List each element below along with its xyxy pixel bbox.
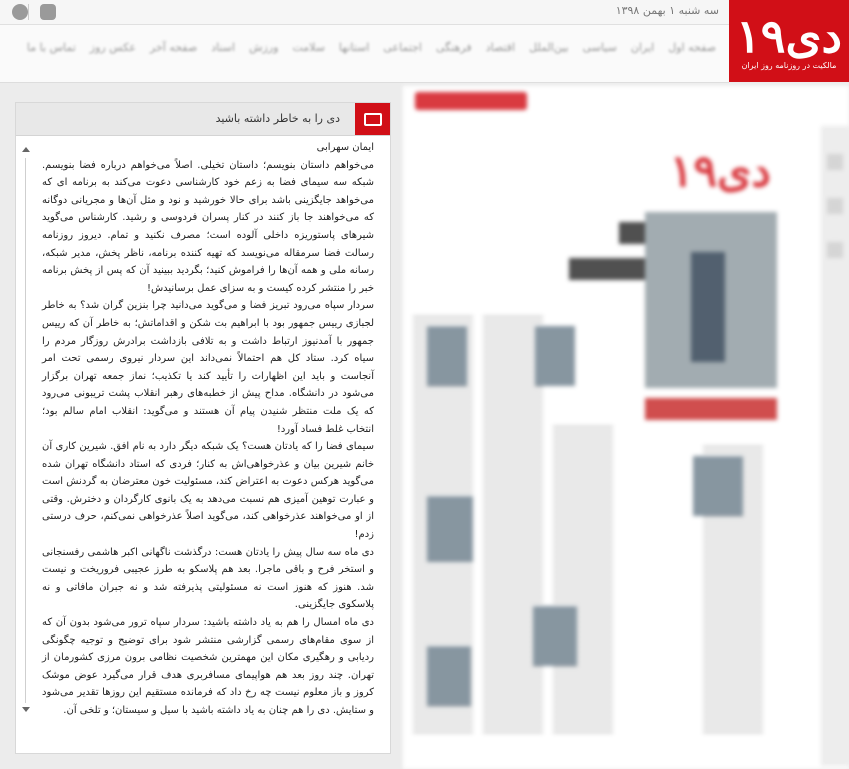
panel-header — [16, 103, 390, 136]
current-date: سه شنبه ۱ بهمن ۱۳۹۸ — [615, 4, 719, 17]
main-nav — [0, 25, 729, 83]
nav-item[interactable]: صفحه آخر — [149, 41, 198, 54]
article-panel — [15, 102, 391, 754]
scroll-up-arrow-icon[interactable] — [22, 147, 30, 152]
newspaper-icon — [355, 103, 390, 135]
nav-item[interactable]: ورزش — [249, 41, 279, 54]
logo-wordmark: ۱۹دی — [736, 8, 842, 63]
logo-tagline: مالکیت در روزنامه روز ایران — [741, 60, 837, 70]
article-paragraph: می‌خواهم داستان بنویسم؛ داستان تخیلی. اصلاً می‌خواهم درباره فضا بنویسم. شبکه سه سیمای فضا به زعم خود کارشناسی دعوت می‌کند به برنامه ای که می‌خواهد جایگزینی باشد برای حالا خورشید و نود و مثل آن‌ها و مجریانی دوگانه که می‌خواهند جا باز کنند در کنار پسران فردوسی و رشید. کارشناس می‌گوید شیرهای پاستوریزه داخلی آلوده است؛ مصرف نکنید و تمام. دیروز روزنامه رسالت فضا سرمقاله می‌نویسد که تهیه کننده برنامه، ناظر پخش، مدیر شبکه، رسانه ملی و همه آن‌ها را فراموش کنید؛ بگردید ببینید آن که پس از پخش برنامه خبر را منتشر کرده کیست و به سزای عمل برسانیدش! — [42, 159, 374, 294]
nav-item[interactable]: صفحه اول — [668, 41, 716, 54]
scrollbar-track[interactable] — [25, 158, 26, 703]
newspaper-masthead: ۱۹دی — [669, 146, 771, 197]
nav-item[interactable]: اسناد — [211, 41, 236, 54]
article-author: ایمان سهرابی — [316, 142, 374, 153]
instagram-icon[interactable] — [40, 4, 56, 20]
nav-item[interactable]: بین‌الملل — [529, 41, 569, 54]
article-paragraph: سردار سپاه می‌رود تبریز فضا و می‌گوید می‌دانید چرا بنزین گران شد؟ به خاطر لجبازی رییس جمهور بود با ابراهیم بت شکن و اقداماتش؛ به خاطر آن که رییس جمهور با آمدنیوز ارتباط داشت و به تلافی بازداشت برادرش روزگار مردم را سیاه کرد. ستاد کل هم احتمالاً نمی‌داند این سردار نیروی رسمی تحت امر آنجاست و باید این اظهارات را تأیید کند یا تکذیب؛ نماز جمعه تهران برگزار می‌شود در دانشگاه. مداح پیش از خطبه‌های رهبر انقلاب پشت تریبونی می‌رود که یک ملت منتظر شنیدن پیام آن هستند و می‌گوید: انقلاب امام سالم بود؛ انتخاب غلط فساد آورد! — [42, 300, 374, 435]
site-logo[interactable] — [729, 0, 849, 82]
nav-item[interactable]: استانها — [338, 41, 370, 54]
nav-item[interactable]: تماس با ما — [26, 41, 76, 54]
article-paragraph: سیمای فضا را که یادتان هست؟ یک شبکه دیگر دارد به نام افق. شیرین کاری آن خانم شیرین بیان و عذرخواهی‌اش به کنار؛ فردی که استاد دانشگاه تهران شده می‌گوید هرکس دعوت به اعتراض کند، مسئولیت خون معترضان به گردنش است و عبارت توهین آمیزی هم نسبت می‌دهد به یک بانوی کارگردان و دخترش. وقتی از او می‌خواهند عذرخواهی کند، می‌گوید اصلاً عذرخواهی نمی‌کنم، حرف درستی زدم! — [42, 441, 374, 541]
nav-item[interactable]: ایران — [630, 41, 655, 54]
divider — [28, 4, 29, 20]
telegram-icon[interactable] — [12, 4, 28, 20]
panel-title: دی را به خاطر داشته باشید — [215, 112, 340, 125]
nav-item[interactable]: فرهنگی — [435, 41, 472, 54]
newspaper-overlay — [403, 86, 849, 769]
nav-item[interactable]: عکس روز — [89, 41, 136, 54]
nav-item[interactable]: اجتماعی — [383, 41, 422, 54]
nav-item[interactable]: اقتصاد — [485, 41, 516, 54]
scrollbar[interactable] — [20, 144, 32, 744]
article-body — [42, 139, 374, 720]
article-paragraph: دی ماه امسال را هم به یاد داشته باشید: سردار سپاه ترور می‌شود بدون آن که از سوی مقام‌های رسمی گزارشی منتشر شود برای توضیح و توجیه چگونگی ردیابی و رهگیری مکان این مهمترین شخصیت نظامی برون مرزی کشورمان از تهران. چند روز بعد هم هواپیمای مسافربری هدف قرار می‌گیرد عوض موشک کروز و باز معلوم نیست چه رخ داد که فرمانده مستقیم این روزها تقدیر می‌شود و ستایش. دی را هم چنان به یاد داشته باشید با سیل و سیستان؛ و تلخی آن. — [42, 617, 374, 716]
nav-item[interactable]: سیاسی — [582, 41, 617, 54]
article-paragraph: دی ماه سه سال پیش را یادتان هست: درگذشت ناگهانی اکبر هاشمی رفسنجانی و استخر فرح و باقی ماجرا. بعد هم پلاسکو به طرز عجیبی فروریخت و نیست شد. هنوز که هنوز است نه مسئولیتی پذیرفته شد و نه جبران مافاتی و نه پلاسکوی جایگزینی. — [42, 546, 374, 611]
scroll-down-arrow-icon[interactable] — [22, 707, 30, 712]
top-bar — [0, 0, 849, 25]
nav-item[interactable]: سلامت — [292, 41, 325, 54]
